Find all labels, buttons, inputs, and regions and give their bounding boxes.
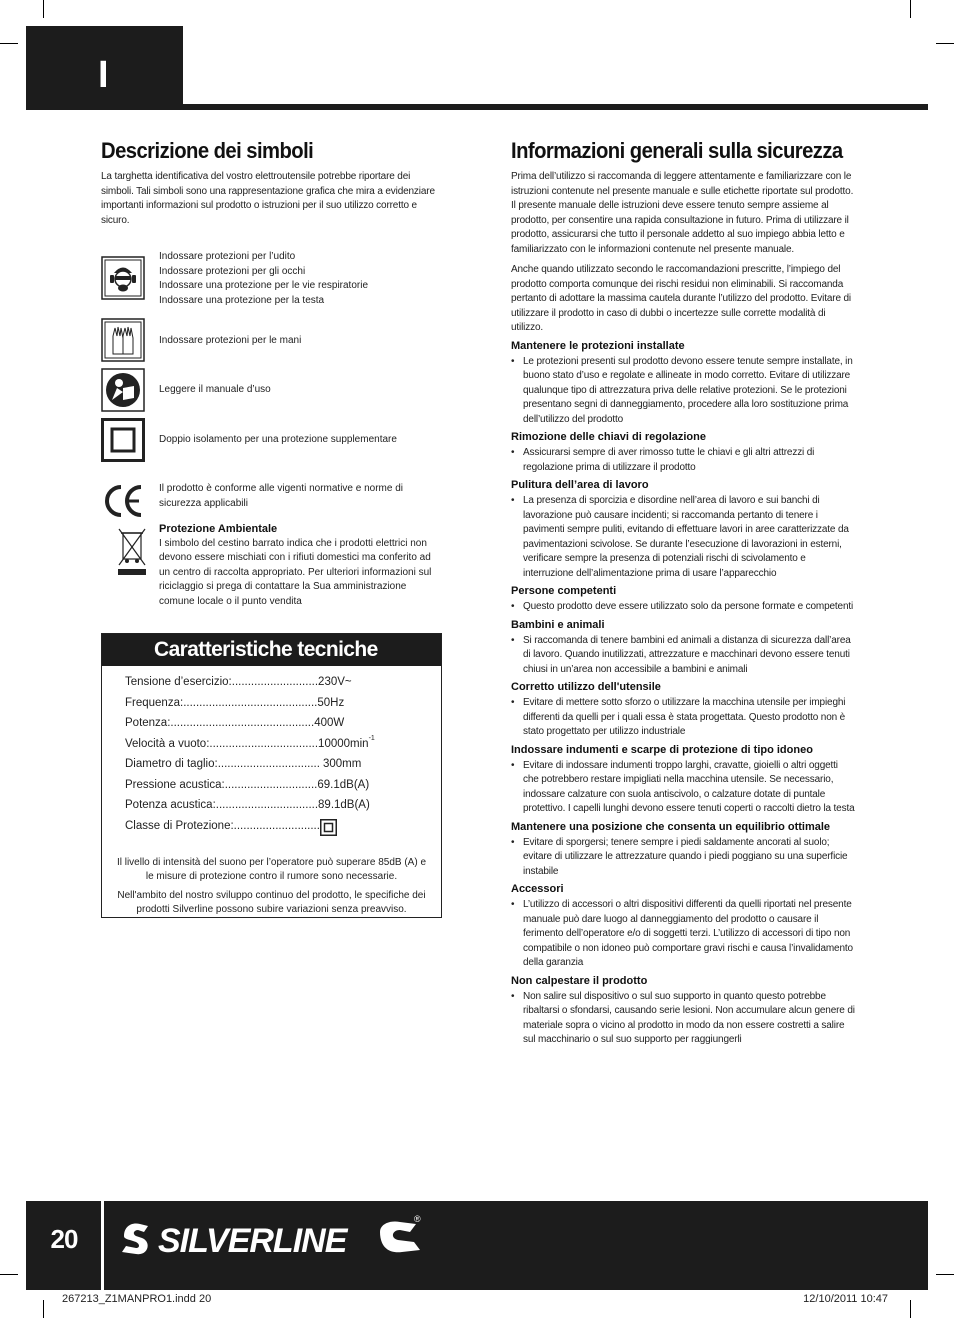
safety-section [511,882,856,971]
footer-divider [101,1201,104,1290]
spec-row [125,775,441,796]
safety-section [511,584,856,615]
symbol-line: Doppio isolamento per una protezione supplementare [159,434,397,445]
crop-mark [43,0,44,18]
safety-column [511,138,856,1048]
section-heading: Indossare indumenti e scarpe di protezione di tipo idoneo [511,743,813,756]
crop-mark [43,1300,44,1318]
safety-section [511,680,856,740]
spec-leader: .......................................... [183,696,318,709]
spec-value: 69.1dB(A) [317,778,370,791]
crop-mark [936,43,954,44]
spec-change-note: Nell'ambito del nostro sviluppo continuo del prodotto, le specifiche dei prodotti Silverline possono subire variazioni senza preavviso. [117,890,426,915]
spec-row [125,672,441,693]
crop-mark [936,1274,954,1275]
slug-timestamp: 12/10/2011 10:47 [803,1293,888,1305]
spec-leader: ................................ [217,758,320,770]
symbols-column [101,138,443,628]
section-bullet: • Assicurarsi sempre di aver rimosso tutte le chiavi e gli altri attrezzi di regolazione prima di utilizzare il prodotto [511,446,856,475]
safety-section [511,820,856,880]
safety-section [511,339,856,428]
symbols-intro: La targhetta identificativa del vostro elettroutensile potrebbe riportare dei simboli. Tali simboli sono una rappresentazione grafica che mira a evidenziare importanti informazioni sul prodotto o istruzioni per il suo utilizzo corretto e sicuro. [101,171,435,226]
symbols-title: Descrizione dei simboli [101,138,314,163]
spec-row [125,713,441,734]
spec-row [125,734,441,755]
safety-section [511,974,856,1048]
crop-mark [0,1274,18,1275]
symbol-line: Leggere il manuale d’uso [159,384,271,395]
symbol-line: Indossare protezioni per le mani [159,335,302,346]
spec-label: Classe di Protezione: [125,819,234,832]
crop-mark [910,0,911,18]
spec-list [102,672,441,843]
spec-label: Tensione d’esercizio: [125,676,232,688]
spec-value: 230V~ [318,676,352,688]
section-bullet: • Evitare di sporgersi; tenere sempre i piedi saldamente ancorati al suolo; evitare di utilizzare le attrezzature quando i piedi poggiano su una superficie instabile [511,836,856,880]
spec-label: Potenza: [125,717,171,729]
symbol-text [159,334,444,349]
header-rule [183,104,928,110]
tech-specs-title: Caratteristiche tecniche [102,634,441,666]
section-bullet: • Si raccomanda di tenere bambini ed animali a distanza di sicurezza dall’area di lavoro. Quando inutilizzati, attrezzature e macchinari devono essere tenuti chiusi in un’area non accessibile a bambini e animali [511,634,856,678]
section-heading: Accessori [511,883,564,895]
spec-value: 50Hz [317,696,345,709]
crop-mark [0,43,18,44]
symbols-list [101,228,443,628]
section-heading: Persone competenti [511,585,617,597]
brand-wordmark: SILVERLINE [158,1222,347,1260]
spec-leader: ............................................. [170,717,315,729]
double-insulation-icon [101,418,145,462]
spec-label: Velocità a vuoto: [125,737,210,750]
safety-sections [511,339,856,1048]
safety-section [511,743,856,817]
weee-bin-icon [115,527,149,579]
symbol-line: Indossare protezioni per gli occhi [159,265,306,277]
ce-mark-icon [101,479,145,523]
symbol-line: Indossare una protezione per le vie respiratorie [159,280,369,291]
symbol-line: I simbolo del cestino barrato indica che i prodotti elettrici non devono essere mischiati con i rifiuti domestici ma conferito ad un centro di raccolta appropriato. Per ulteriori informazioni sul riciclaggio si prega di contattare la Sua amministrazione comune locale o il punto vendita [159,537,432,607]
section-bullet: • Evitare di mettere sotto sforzo o utilizzare la macchina utensile per impieghi differenti da quelli per i quali essa è stata progettata. Questo prodotto non è stato progettato per utilizzo industriale [511,696,856,740]
safety-section [511,430,856,475]
symbol-text [159,383,444,398]
section-bullet: • Le protezioni presenti sul prodotto devono essere tenute sempre installate, in buono stato d’uso e regolate e allineate in modo corretto. Evitare di utilizzare qualunque tipo di attrezzatura priva delle relative protezioni. Se le protezioni presentano segni di danneggiamento, procedere alla loro sostituzione prima dell’utilizzo del prodotto [511,355,856,428]
language-letter: I [98,54,109,96]
spec-leader: ................................ [215,799,319,811]
symbol-text [159,250,444,308]
spec-row [125,754,441,775]
spec-leader: ........................... [231,676,319,688]
tech-specs-box [101,633,442,918]
spec-value: 89.1dB(A) [318,799,370,811]
spec-superscript: -1 [368,734,375,742]
environment-title: Protezione Ambientale [159,523,278,535]
page-number: 20 [50,1224,78,1254]
spec-value: 300mm [322,758,362,770]
spec-row [125,816,441,844]
safety-intro: Prima dell’utilizzo si raccomanda di leggere attentamente e familiarizzare con le istruzioni contenute nel presente manuale e sulle etichette riportate sul prodotto. Il presente manuale delle istruzioni deve essere tenuto sempre assieme al prodotto, per consentire una rapida consultazione in futuro. Prima di utilizzare il prodotto, assicurarsi che tutto il personale addetto al suo impiego abbia letto e familiarizzato con le informazioni contenute nel presente manuale. [511,171,854,255]
spec-leader: ........................... [233,819,320,832]
manual-icon [101,368,145,412]
section-bullet: • Non salire sul dispositivo o sul suo supporto in quanto questo potrebbe ribaltarsi o sfondarsi, causando serie lesioni. Non accumulare alcun genere di materiale sopra o vicino al prodotto in modo da non essere costretti a salire sul macchinario o sul suo supporto per raggiungerli [511,990,856,1048]
section-heading: Bambini e animali [511,618,605,631]
symbol-text [159,522,444,609]
spec-label: Frequenza: [125,696,184,709]
section-heading: Corretto utilizzo dell'utensile [511,681,661,693]
tech-notes [102,856,441,916]
section-heading: Non calpestare il prodotto [511,974,648,987]
section-heading: Mantenere le protezioni installate [511,339,685,352]
safety-residual-risk: Anche quando utilizzato secondo le raccomandazioni prescritte, l’impiego del prodotto comporta comunque dei rischi residui non eliminabili. Si raccomanda pertanto di adottare la massima cautela durante l’utilizzo del prodotto. Evitare di utilizzare il prodotto in caso di dubbi o incertezze sulle corrette modalità di utilizzo. [511,264,851,333]
section-bullet: • L’utilizzo di accessori o altri dispositivi differenti da quelli riportati nel presente manuale può dare luogo al danneggiamento del prodotto o causare il ferimento dell’operatore e/o di soggetti terzi. L’utilizzo di accessori di tipo non compatibile o non idoneo può comportare gravi rischi e causa l’invalidamento della garanzia [511,898,856,971]
symbol-line: Indossare protezioni per l’udito [159,251,296,262]
section-bullet: • Evitare di indossare indumenti troppo larghi, cravatte, gioielli o altri oggetti che potrebbero restare impigliati nella macchina utensile. Se necessario, indossare calzature con suola antiscivolo, o calzature dotate di puntale protettivo. I capelli lunghi devono essere tenuti coperti o raccolti dietro la testa [511,759,856,817]
registered-mark: ® [414,1214,421,1224]
spec-label: Diametro di taglio: [125,758,218,770]
symbol-line: Il prodotto è conforme alle vigenti normative e norme di sicurezza applicabili [159,483,404,509]
safety-title: Informazioni generali sulla sicurezza [511,138,843,163]
ppe-head-icon [101,256,145,300]
spec-label: Pressione acustica: [125,778,225,791]
noise-note: Il livello di intensità del suono per l’operatore può superare 85dB (A) e le misure di protezione contro il rumore sono necessarie. [116,857,427,882]
section-bullet: • La presenza di sporcizia e disordine nell’area di lavoro e sui banchi di lavorazione può causare incidenti; si raccomanda pertanto di tenere i pavimenti sempre puliti, evitando di effettuare lavori in aree caratterizzate da pavimentazioni scivolose. Se durante l’esecuzione di lavorazioni in esterni, verificare sempre la presenza di potenziali rischi di scivolamento e interruzione dell’alimentazione prima di usare l’apparecchio [511,494,856,581]
safety-section [511,618,856,678]
section-heading: Pulitura dell’area di lavoro [511,479,649,491]
section-bullet: • Questo prodotto deve essere utilizzato solo da persone formate e competenti [511,600,856,615]
spec-leader: .................................. [209,737,319,750]
silverline-logo [118,1208,428,1268]
spec-label: Potenza acustica: [125,799,216,811]
crop-mark [910,1300,911,1318]
spec-value: 400W [314,717,345,729]
spec-value: 10000min [318,737,369,750]
section-heading: Mantenere una posizione che consenta un equilibrio ottimale [511,820,831,833]
symbol-text [159,482,444,511]
section-heading: Rimozione delle chiavi di regolazione [511,431,706,443]
spec-row [125,693,441,714]
spec-row [125,795,441,816]
spec-leader: ............................. [224,778,318,791]
symbol-text [159,433,444,448]
symbol-line: Indossare una protezione per la testa [159,294,325,306]
gloves-icon [101,318,145,362]
double-insulation-icon [320,819,337,844]
slug-filename: 267213_Z1MANPRO1.indd 20 [62,1293,212,1305]
safety-section [511,478,856,581]
